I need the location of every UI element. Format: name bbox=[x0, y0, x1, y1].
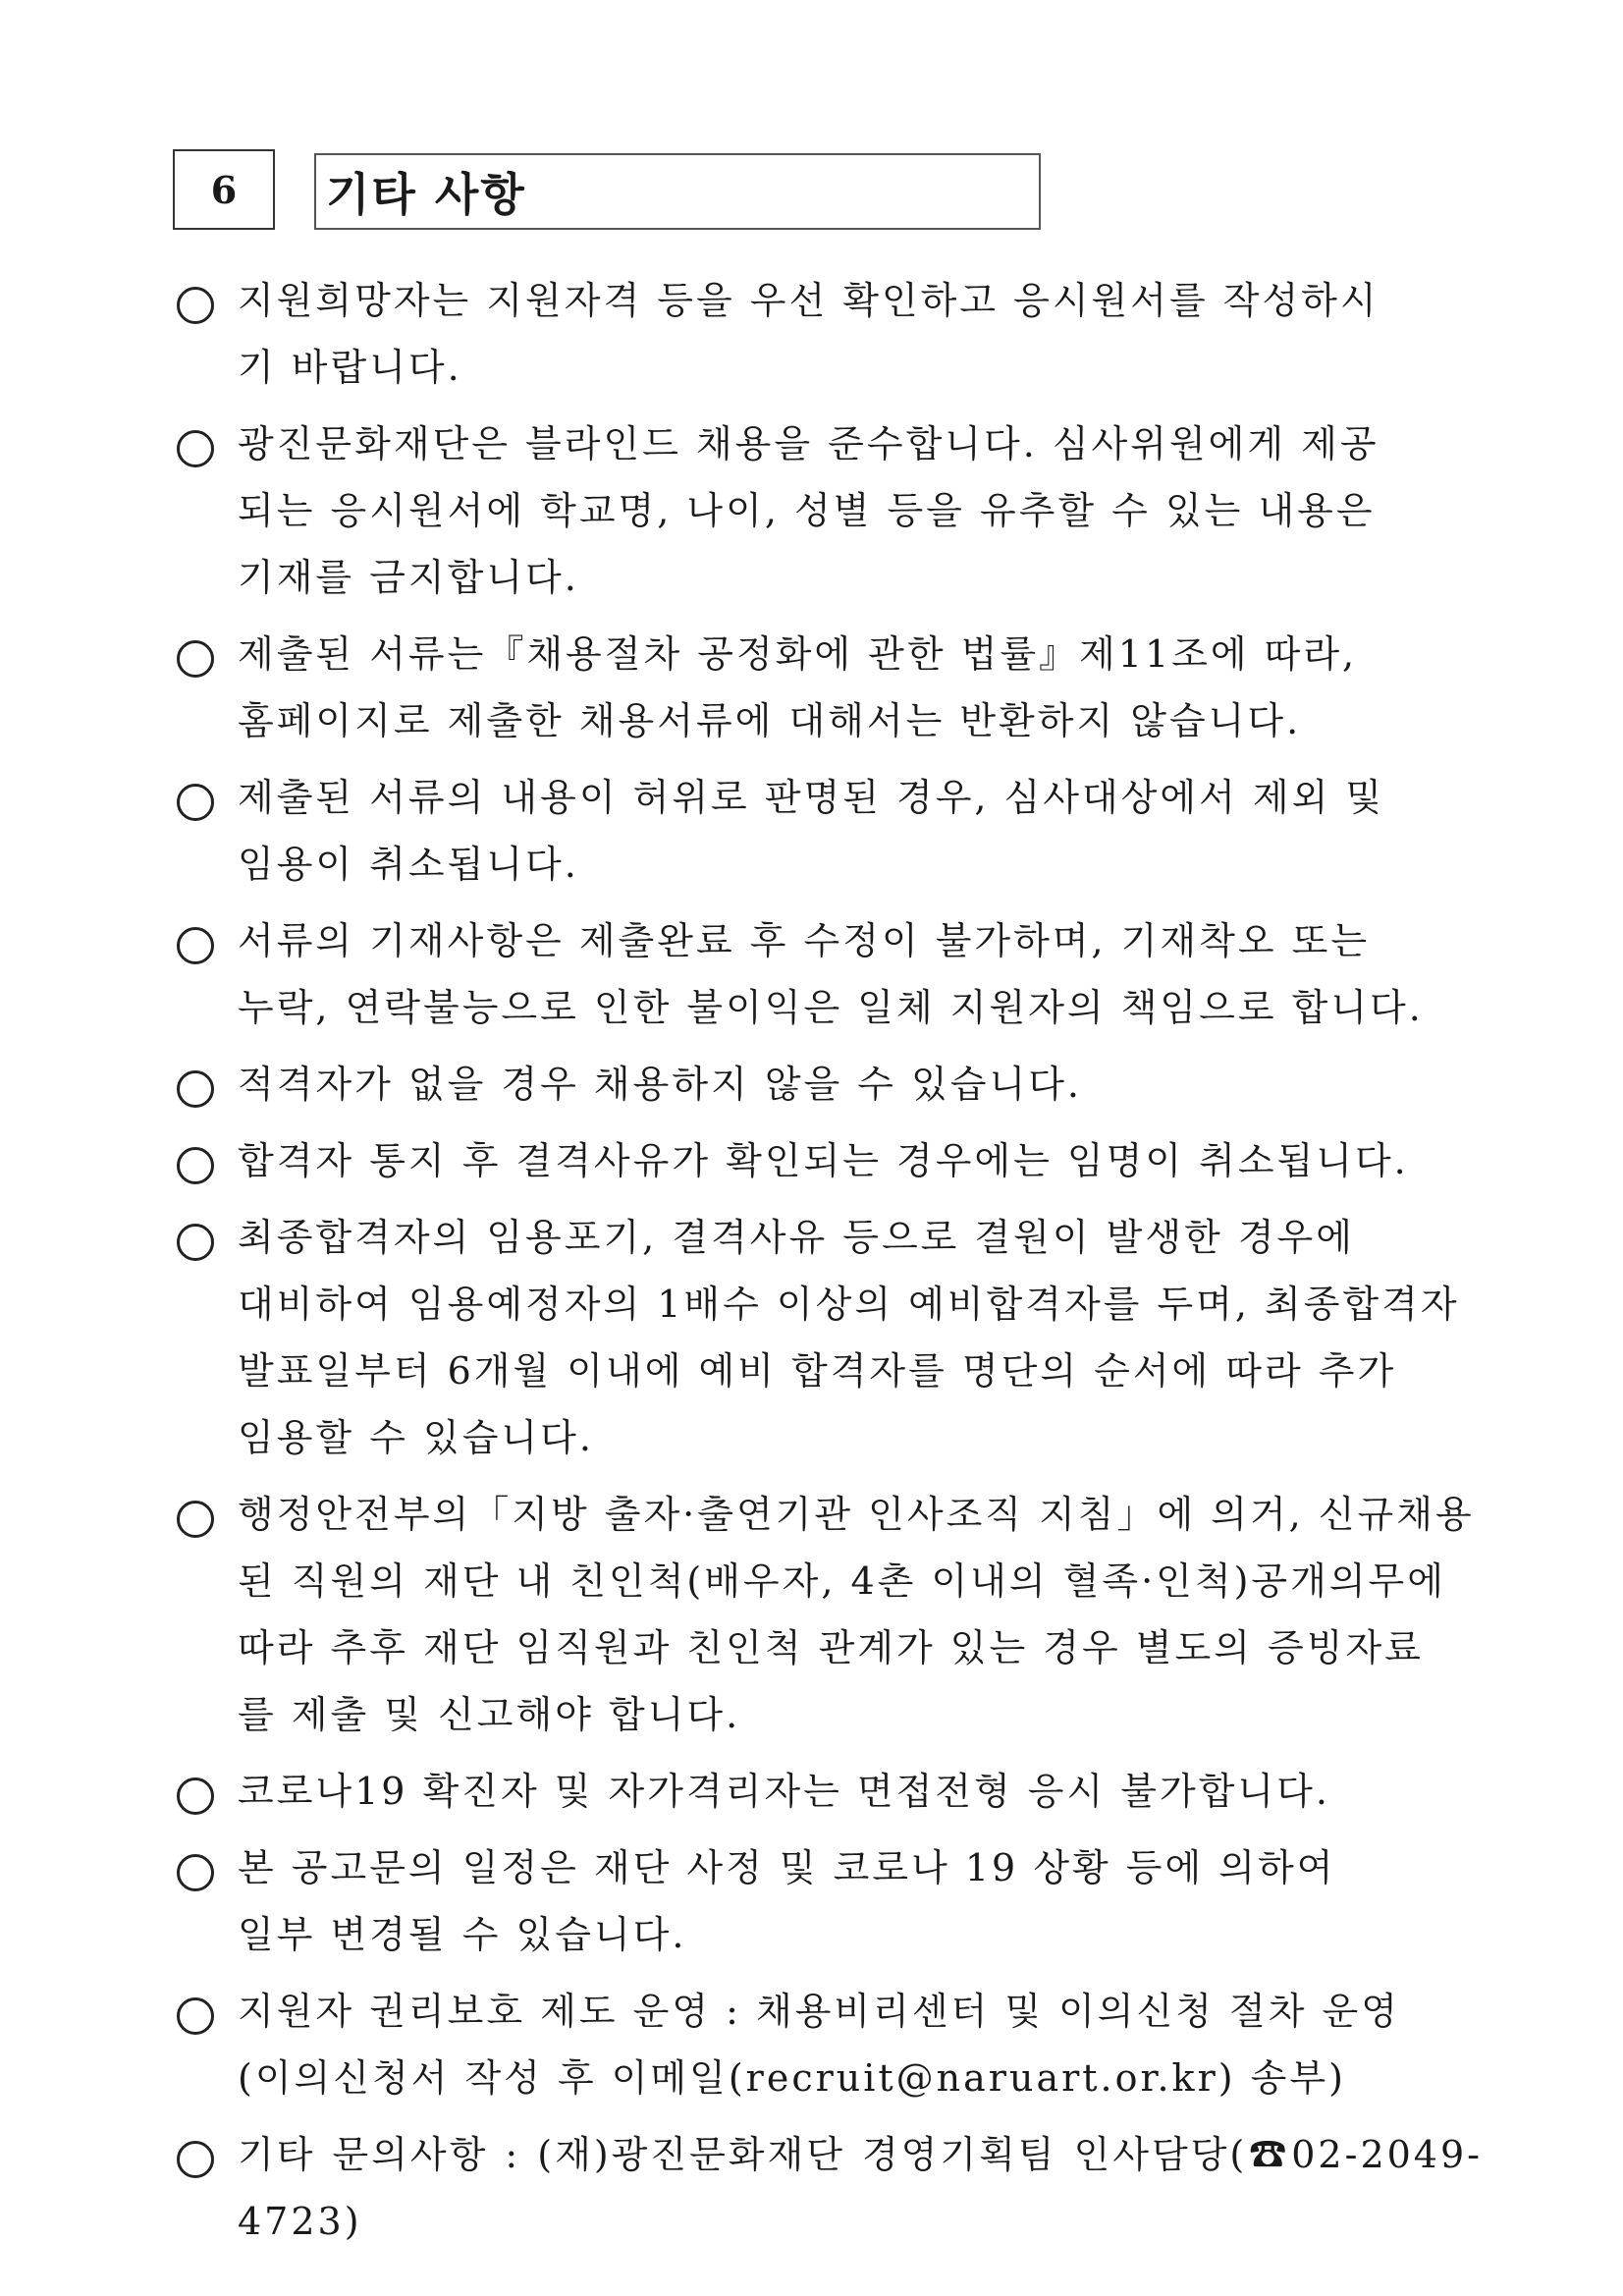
list-item bbox=[177, 1758, 1483, 1825]
list-item bbox=[177, 1204, 1483, 1471]
list-item bbox=[177, 1051, 1483, 1118]
circle-bullet-icon bbox=[177, 1224, 224, 1259]
list-item-text: 지원희망자는 지원자격 등을 우선 확인하고 응시원서를 작성하시 기 바랍니다. bbox=[238, 279, 1380, 389]
notice-list bbox=[177, 267, 1483, 2265]
circle-bullet-icon bbox=[177, 1501, 224, 1536]
list-item-text: 합격자 통지 후 결격사유가 확인되는 경우에는 임명이 취소됩니다. bbox=[238, 1139, 1409, 1182]
circle-bullet-icon bbox=[177, 1147, 224, 1182]
circle-bullet-icon bbox=[177, 2141, 224, 2176]
circle-bullet-icon bbox=[177, 1854, 224, 1889]
list-item bbox=[177, 1978, 1483, 2111]
list-item-text: 서류의 기재사항은 제출완료 후 수정이 불가하며, 기재착오 또는 누락, 연락불능으로 인한 불이익은 일체 지원자의 책임으로 합니다. bbox=[238, 919, 1424, 1029]
list-item-text: 적격자가 없을 경우 채용하지 않을 수 있습니다. bbox=[238, 1063, 1083, 1106]
list-item bbox=[177, 410, 1483, 611]
list-item bbox=[177, 764, 1483, 898]
list-item-text: 제출된 서류는『채용절차 공정화에 관한 법률』제11조에 따라, 홈페이지로 제출한 채용서류에 대해서는 반환하지 않습니다. bbox=[238, 632, 1358, 742]
list-item bbox=[177, 1127, 1483, 1194]
list-item-text: 최종합격자의 임용포기, 결격사유 등으로 결원이 발생한 경우에 대비하여 임용예정자의 1배수 이상의 예비합격자를 두며, 최종합격자 발표일부터 6개월 이내에 예비 합격자를 명단의 순서에 따라 추가 임용할 수 있습니다. bbox=[238, 1216, 1460, 1459]
list-item-text: 기타 문의사항 : (재)광진문화재단 경영기획팀 인사담당(☎02-2049-4723) bbox=[238, 2133, 1483, 2243]
circle-bullet-icon bbox=[177, 430, 224, 465]
circle-bullet-icon bbox=[177, 784, 224, 819]
section-header bbox=[173, 149, 1041, 232]
list-item-text: 코로나19 확진자 및 자가격리자는 면접전형 응시 불가합니다. bbox=[238, 1770, 1330, 1813]
section-title: 기타 사항 bbox=[326, 168, 526, 221]
list-item-text: 광진문화재단은 블라인드 채용을 준수합니다. 심사위원에게 제공 되는 응시원서에 학교명, 나이, 성별 등을 유추할 수 있는 내용은 기재를 금지합니다. bbox=[238, 422, 1380, 599]
list-item-text: 행정안전부의「지방 출자·출연기관 인사조직 지침」에 의거, 신규채용 된 직원의 재단 내 친인척(배우자, 4촌 이내의 혈족·인척)공개의무에 따라 추후 재단 임직원과 친인척 관계가 있는 경우 별도의 증빙자료 를 제출 및 신고해야 합니다. bbox=[238, 1493, 1475, 1736]
list-item bbox=[177, 2121, 1483, 2255]
list-item bbox=[177, 1834, 1483, 1968]
list-item-text: 지원자 권리보호 제도 운영 : 채용비리센터 및 이의신청 절차 운영 (이의신청서 작성 후 이메일(recruit@naruart.or.kr) 송부) bbox=[238, 1990, 1400, 2100]
section-number: 6 bbox=[173, 149, 275, 230]
list-item-text: 본 공고문의 일정은 재단 사정 및 코로나 19 상황 등에 의하여 일부 변경될 수 있습니다. bbox=[238, 1846, 1336, 1956]
circle-bullet-icon bbox=[177, 1777, 224, 1813]
list-item bbox=[177, 907, 1483, 1041]
list-item bbox=[177, 621, 1483, 754]
list-item bbox=[177, 1481, 1483, 1748]
section-title-box bbox=[314, 153, 1041, 230]
circle-bullet-icon bbox=[177, 1070, 224, 1106]
list-item bbox=[177, 267, 1483, 401]
circle-bullet-icon bbox=[177, 1997, 224, 2033]
circle-bullet-icon bbox=[177, 927, 224, 962]
circle-bullet-icon bbox=[177, 287, 224, 322]
circle-bullet-icon bbox=[177, 640, 224, 676]
list-item-text: 제출된 서류의 내용이 허위로 판명된 경우, 심사대상에서 제외 및 임용이 취소됩니다. bbox=[238, 776, 1385, 886]
